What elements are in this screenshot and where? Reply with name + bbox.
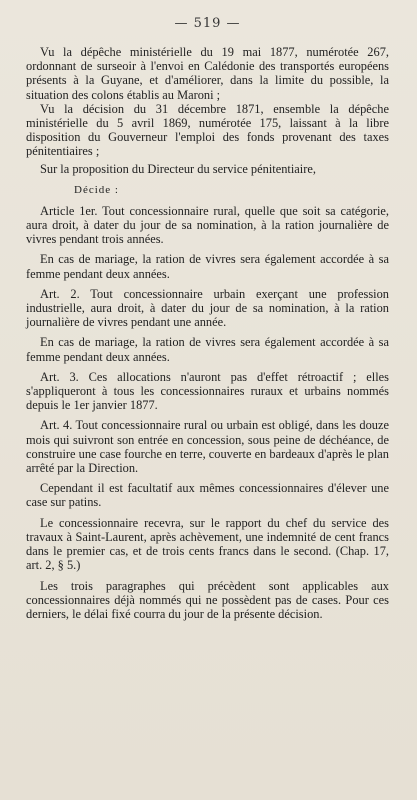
article-1: Article 1er. Tout concessionnaire rural, quelle que soit sa catégorie, aura droit, à dater du jour de sa nomination, à la ration journalière de vivres pendant trois années. bbox=[26, 203, 389, 247]
page-number: — 519 — bbox=[174, 16, 241, 31]
article-2-marriage: En cas de mariage, la ration de vivres sera également accordée à sa femme pendant deux années. bbox=[26, 335, 389, 364]
decide-heading: Décide : bbox=[74, 183, 119, 196]
article-4-optional: Cependant il est facultatif aux mêmes concessionnaires d'élever une case sur patins. bbox=[26, 481, 389, 510]
preamble-paragraph-1: Vu la dépêche ministérielle du 19 mai 1877, numérotée 267, ordonnant de surseoir à l'envoi en Calédonie des transportés européens présents à la Guyane, et d'améliorer, dans la limite du possible, la situation des colons établis au Maroni ; bbox=[26, 45, 389, 102]
article-2: Art. 2. Tout concessionnaire urbain exerçant une profession industrielle, aura droit, à dater du jour de sa nomination, à la ration journalière de vivres pendant une année. bbox=[26, 286, 389, 330]
article-4-indemnity: Le concessionnaire recevra, sur le rapport du chef du service des travaux à Saint-Laurent, après achèvement, une indemnité de cent francs dans le premier cas, et de trois cents francs dans le second. (Chap. 17, art. 2, § 5.) bbox=[26, 515, 389, 573]
preamble-paragraph-3: Sur la proposition du Directeur du service pénitentiaire, bbox=[40, 161, 316, 176]
preamble-paragraph-2: Vu la décision du 31 décembre 1871, ensemble la dépêche ministérielle du 5 avril 1869, numérotée 175, laissant à la libre disposition du Gouverneur l'emploi des fonds provenant des taxes pénitentiaires ; bbox=[26, 101, 389, 159]
article-1-marriage: En cas de mariage, la ration de vivres sera également accordée à sa femme pendant deux années. bbox=[26, 252, 389, 281]
article-3: Art. 3. Ces allocations n'auront pas d'effet rétroactif ; elles s'appliqueront à tous les concessionnaires ruraux et urbains nommés depuis le 1er janvier 1877. bbox=[26, 369, 389, 413]
article-4-applicability: Les trois paragraphes qui précèdent sont applicables aux concessionnaires déjà nommés qui ne possèdent pas de cases. Pour ces derniers, le délai fixé courra du jour de la présente décision. bbox=[26, 578, 389, 621]
article-4: Art. 4. Tout concessionnaire rural ou urbain est obligé, dans les douze mois qui suivront son entrée en concession, sous peine de déchéance, de construire une case fourche en terre, couverte en bardeaux d'après le plan arrêté par la Direction. bbox=[26, 418, 389, 476]
